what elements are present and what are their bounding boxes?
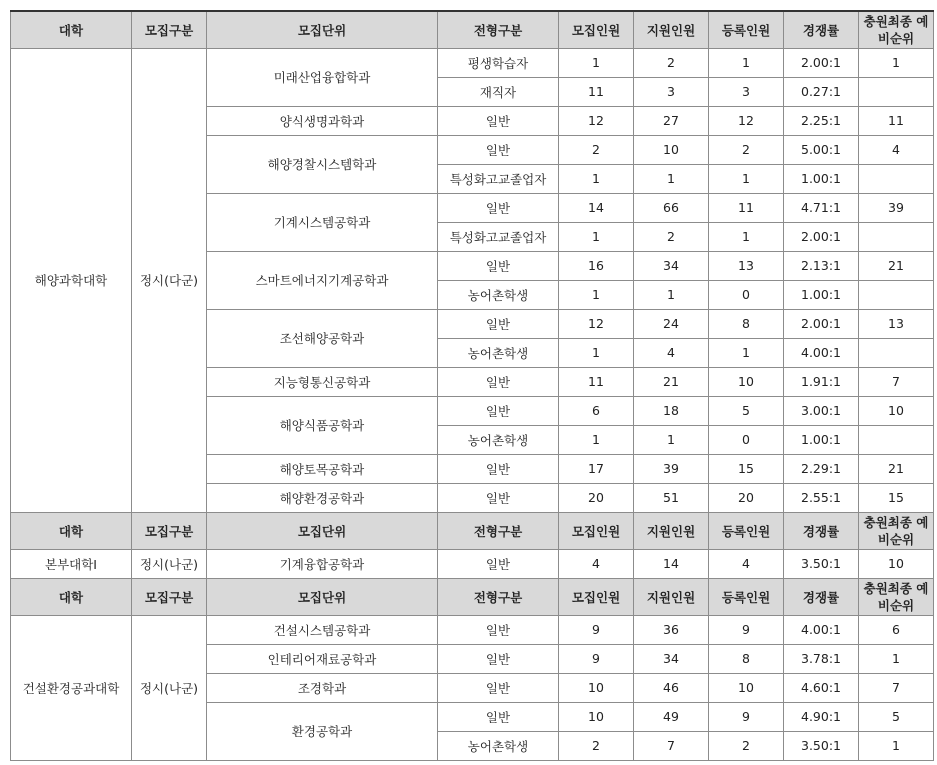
type-cell: 일반 [438,673,559,702]
applicants-cell: 1 [634,164,709,193]
header-quota: 모집인원 [559,512,634,549]
header-ratio: 경쟁률 [784,11,859,48]
applicants-cell: 66 [634,193,709,222]
waitlist-cell: 4 [859,135,934,164]
unit-cell: 환경공학과 [207,702,438,760]
quota-cell: 10 [559,702,634,731]
ratio-cell: 2.29:1 [784,454,859,483]
admission-results-sheet [10,10,934,761]
quota-cell: 1 [559,425,634,454]
registered-cell: 9 [709,615,784,644]
ratio-cell: 4.60:1 [784,673,859,702]
applicants-cell: 49 [634,702,709,731]
quota-cell: 4 [559,549,634,578]
waitlist-cell [859,425,934,454]
header-college: 대학 [11,11,132,48]
registered-cell: 10 [709,367,784,396]
waitlist-cell: 39 [859,193,934,222]
ratio-cell: 2.55:1 [784,483,859,512]
registered-cell: 1 [709,164,784,193]
admission-results-table [10,10,934,761]
applicants-cell: 36 [634,615,709,644]
unit-cell: 건설시스템공학과 [207,615,438,644]
waitlist-cell: 10 [859,396,934,425]
ratio-cell: 3.78:1 [784,644,859,673]
type-cell: 일반 [438,644,559,673]
header-applicants: 지원인원 [634,578,709,615]
ratio-cell: 5.00:1 [784,135,859,164]
ratio-cell: 2.00:1 [784,48,859,77]
ratio-cell: 4.90:1 [784,702,859,731]
college-cell: 건설환경공과대학 [11,615,132,760]
unit-cell: 기계시스템공학과 [207,193,438,251]
quota-cell: 2 [559,731,634,760]
registered-cell: 4 [709,549,784,578]
header-type: 전형구분 [438,11,559,48]
ratio-cell: 2.25:1 [784,106,859,135]
type-cell: 일반 [438,251,559,280]
header-unit: 모집단위 [207,578,438,615]
type-cell: 일반 [438,106,559,135]
header-row [11,512,934,549]
applicants-cell: 10 [634,135,709,164]
registered-cell: 12 [709,106,784,135]
applicants-cell: 4 [634,338,709,367]
type-cell: 일반 [438,549,559,578]
applicants-cell: 46 [634,673,709,702]
type-cell: 일반 [438,702,559,731]
registered-cell: 1 [709,48,784,77]
type-cell: 재직자 [438,77,559,106]
quota-cell: 6 [559,396,634,425]
unit-cell: 지능형통신공학과 [207,367,438,396]
quota-cell: 1 [559,280,634,309]
registered-cell: 5 [709,396,784,425]
type-cell: 평생학습자 [438,48,559,77]
registered-cell: 1 [709,222,784,251]
ratio-cell: 3.50:1 [784,731,859,760]
applicants-cell: 27 [634,106,709,135]
type-cell: 일반 [438,615,559,644]
applicants-cell: 18 [634,396,709,425]
registered-cell: 15 [709,454,784,483]
type-cell: 농어촌학생 [438,338,559,367]
applicants-cell: 34 [634,251,709,280]
header-row [11,578,934,615]
unit-cell: 양식생명과학과 [207,106,438,135]
waitlist-cell: 21 [859,251,934,280]
registered-cell: 0 [709,280,784,309]
type-cell: 일반 [438,454,559,483]
header-row [11,11,934,48]
header-quota: 모집인원 [559,11,634,48]
waitlist-cell [859,164,934,193]
quota-cell: 9 [559,644,634,673]
header-college: 대학 [11,512,132,549]
waitlist-cell [859,338,934,367]
ratio-cell: 4.00:1 [784,615,859,644]
type-cell: 농어촌학생 [438,731,559,760]
type-cell: 특성화고교졸업자 [438,164,559,193]
waitlist-cell: 13 [859,309,934,338]
registered-cell: 0 [709,425,784,454]
registered-cell: 13 [709,251,784,280]
registered-cell: 2 [709,135,784,164]
applicants-cell: 2 [634,222,709,251]
header-ratio: 경쟁률 [784,512,859,549]
type-cell: 일반 [438,396,559,425]
header-applicants: 지원인원 [634,512,709,549]
waitlist-cell: 1 [859,48,934,77]
quota-cell: 2 [559,135,634,164]
type-cell: 농어촌학생 [438,280,559,309]
header-waitlist: 충원최종 예비순위 [859,11,934,48]
quota-cell: 20 [559,483,634,512]
quota-cell: 9 [559,615,634,644]
header-registered: 등록인원 [709,512,784,549]
applicants-cell: 1 [634,425,709,454]
header-category: 모집구분 [132,512,207,549]
header-type: 전형구분 [438,578,559,615]
header-applicants: 지원인원 [634,11,709,48]
type-cell: 일반 [438,367,559,396]
applicants-cell: 39 [634,454,709,483]
waitlist-cell: 7 [859,673,934,702]
waitlist-cell: 7 [859,367,934,396]
applicants-cell: 7 [634,731,709,760]
type-cell: 일반 [438,135,559,164]
unit-cell: 해양토목공학과 [207,454,438,483]
applicants-cell: 2 [634,48,709,77]
applicants-cell: 51 [634,483,709,512]
waitlist-cell: 5 [859,702,934,731]
registered-cell: 20 [709,483,784,512]
type-cell: 일반 [438,483,559,512]
ratio-cell: 3.00:1 [784,396,859,425]
waitlist-cell: 15 [859,483,934,512]
applicants-cell: 3 [634,77,709,106]
header-waitlist: 충원최종 예비순위 [859,578,934,615]
waitlist-cell: 1 [859,644,934,673]
quota-cell: 1 [559,48,634,77]
header-category: 모집구분 [132,11,207,48]
unit-cell: 조선해양공학과 [207,309,438,367]
applicants-cell: 1 [634,280,709,309]
waitlist-cell: 21 [859,454,934,483]
ratio-cell: 1.00:1 [784,164,859,193]
type-cell: 일반 [438,309,559,338]
registered-cell: 8 [709,309,784,338]
ratio-cell: 2.13:1 [784,251,859,280]
college-cell: 해양과학대학 [11,48,132,512]
quota-cell: 11 [559,77,634,106]
quota-cell: 16 [559,251,634,280]
waitlist-cell [859,280,934,309]
quota-cell: 10 [559,673,634,702]
unit-cell: 해양경찰시스템학과 [207,135,438,193]
ratio-cell: 4.71:1 [784,193,859,222]
ratio-cell: 0.27:1 [784,77,859,106]
ratio-cell: 3.50:1 [784,549,859,578]
ratio-cell: 2.00:1 [784,222,859,251]
table-row [11,48,934,77]
waitlist-cell [859,222,934,251]
type-cell: 일반 [438,193,559,222]
unit-cell: 해양환경공학과 [207,483,438,512]
applicants-cell: 34 [634,644,709,673]
category-cell: 정시(나군) [132,549,207,578]
quota-cell: 17 [559,454,634,483]
quota-cell: 12 [559,309,634,338]
table-row [11,549,934,578]
header-unit: 모집단위 [207,11,438,48]
waitlist-cell: 1 [859,731,934,760]
header-college: 대학 [11,578,132,615]
header-category: 모집구분 [132,578,207,615]
registered-cell: 2 [709,731,784,760]
unit-cell: 해양식품공학과 [207,396,438,454]
header-waitlist: 충원최종 예비순위 [859,512,934,549]
quota-cell: 12 [559,106,634,135]
waitlist-cell: 10 [859,549,934,578]
header-registered: 등록인원 [709,11,784,48]
applicants-cell: 24 [634,309,709,338]
quota-cell: 11 [559,367,634,396]
header-quota: 모집인원 [559,578,634,615]
unit-cell: 조경학과 [207,673,438,702]
header-unit: 모집단위 [207,512,438,549]
registered-cell: 11 [709,193,784,222]
waitlist-cell: 6 [859,615,934,644]
applicants-cell: 14 [634,549,709,578]
ratio-cell: 4.00:1 [784,338,859,367]
waitlist-cell [859,77,934,106]
unit-cell: 인테리어재료공학과 [207,644,438,673]
registered-cell: 3 [709,77,784,106]
ratio-cell: 2.00:1 [784,309,859,338]
quota-cell: 14 [559,193,634,222]
college-cell: 본부대학I [11,549,132,578]
applicants-cell: 21 [634,367,709,396]
ratio-cell: 1.00:1 [784,280,859,309]
registered-cell: 9 [709,702,784,731]
unit-cell: 기계융합공학과 [207,549,438,578]
registered-cell: 1 [709,338,784,367]
registered-cell: 10 [709,673,784,702]
ratio-cell: 1.91:1 [784,367,859,396]
waitlist-cell: 11 [859,106,934,135]
table-row [11,615,934,644]
category-cell: 정시(다군) [132,48,207,512]
ratio-cell: 1.00:1 [784,425,859,454]
unit-cell: 미래산업융합학과 [207,48,438,106]
type-cell: 특성화고교졸업자 [438,222,559,251]
quota-cell: 1 [559,164,634,193]
quota-cell: 1 [559,338,634,367]
header-ratio: 경쟁률 [784,578,859,615]
registered-cell: 8 [709,644,784,673]
header-registered: 등록인원 [709,578,784,615]
category-cell: 정시(나군) [132,615,207,760]
quota-cell: 1 [559,222,634,251]
header-type: 전형구분 [438,512,559,549]
unit-cell: 스마트에너지기계공학과 [207,251,438,309]
type-cell: 농어촌학생 [438,425,559,454]
